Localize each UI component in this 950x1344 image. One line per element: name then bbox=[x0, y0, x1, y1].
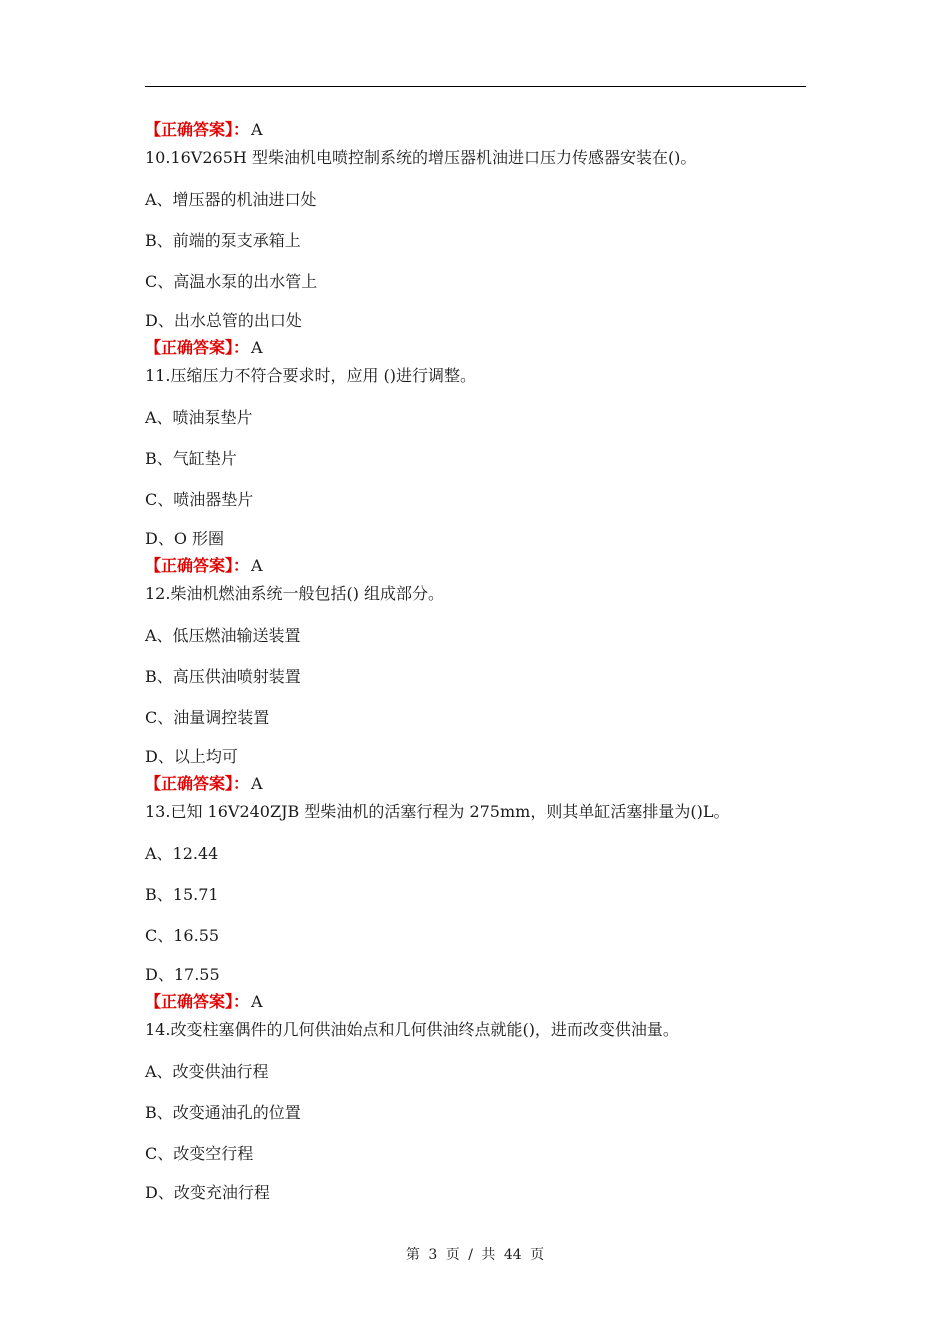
answer-line bbox=[145, 334, 815, 362]
answer-value: A bbox=[251, 556, 263, 575]
answer-value: A bbox=[251, 120, 263, 139]
option-a: A、12.44 bbox=[145, 844, 219, 863]
option-b: B、气缸垫片 bbox=[145, 449, 237, 468]
option-c: C、16.55 bbox=[145, 926, 220, 945]
answer-label: 【正确答案】： bbox=[145, 556, 250, 575]
answer-line bbox=[145, 552, 815, 580]
answer-value: A bbox=[251, 774, 263, 793]
option-b: B、改变通油孔的位置 bbox=[145, 1103, 301, 1122]
answer-line bbox=[145, 770, 815, 798]
footer-total-prefix: 共 bbox=[481, 1247, 496, 1263]
question-text: 13.已知 16V240ZJB 型柴油机的活塞行程为 275mm，则其单缸活塞排量为()L。 bbox=[145, 802, 730, 821]
answer-value: A bbox=[251, 992, 263, 1011]
answer-label: 【正确答案】： bbox=[145, 992, 250, 1011]
footer-page-number: 3 bbox=[428, 1247, 438, 1263]
document-body bbox=[145, 116, 815, 1206]
footer-separator: / bbox=[468, 1247, 473, 1263]
option-c: C、高温水泵的出水管上 bbox=[145, 272, 318, 291]
option-a: A、增压器的机油进口处 bbox=[145, 190, 317, 209]
footer-prefix: 第 bbox=[405, 1247, 420, 1263]
answer-value: A bbox=[251, 338, 263, 357]
option-c: C、喷油器垫片 bbox=[145, 490, 254, 509]
page-footer bbox=[0, 1244, 950, 1264]
answer-label: 【正确答案】： bbox=[145, 338, 250, 357]
option-a: A、改变供油行程 bbox=[145, 1062, 269, 1081]
option-b: B、前端的泵支承箱上 bbox=[145, 231, 301, 250]
option-d: D、17.55 bbox=[145, 965, 220, 984]
answer-label: 【正确答案】： bbox=[145, 120, 250, 139]
header-rule bbox=[145, 86, 806, 87]
answer-line bbox=[145, 116, 815, 144]
option-d: D、以上均可 bbox=[145, 747, 238, 766]
answer-line bbox=[145, 988, 815, 1016]
option-d: D、出水总管的出口处 bbox=[145, 311, 302, 330]
question-text: 10.16V265H 型柴油机电喷控制系统的增压器机油进口压力传感器安装在()。 bbox=[145, 148, 697, 167]
question-text: 12.柴油机燃油系统一般包括() 组成部分。 bbox=[145, 584, 445, 603]
option-c: C、改变空行程 bbox=[145, 1144, 254, 1163]
footer-total-pages: 44 bbox=[503, 1247, 522, 1263]
footer-total-unit: 页 bbox=[530, 1247, 545, 1263]
option-b: B、15.71 bbox=[145, 885, 219, 904]
footer-page-unit: 页 bbox=[445, 1247, 460, 1263]
option-c: C、油量调控装置 bbox=[145, 708, 270, 727]
question-text: 14.改变柱塞偶件的几何供油始点和几何供油终点就能()，进而改变供油量。 bbox=[145, 1020, 679, 1039]
answer-label: 【正确答案】： bbox=[145, 774, 250, 793]
option-a: A、喷油泵垫片 bbox=[145, 408, 253, 427]
option-d: D、改变充油行程 bbox=[145, 1183, 270, 1202]
question-text: 11.压缩压力不符合要求时，应用 ()进行调整。 bbox=[145, 366, 477, 385]
option-a: A、低压燃油输送装置 bbox=[145, 626, 301, 645]
option-b: B、高压供油喷射装置 bbox=[145, 667, 301, 686]
option-d: D、O 形圈 bbox=[145, 529, 225, 548]
